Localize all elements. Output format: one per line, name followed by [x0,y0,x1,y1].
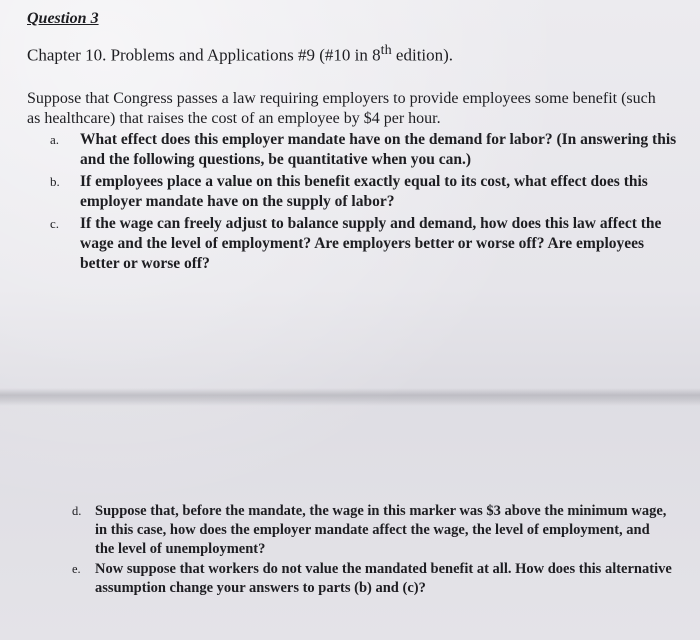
chapter-text: Chapter 10. Problems and Applications #9 (#10 in 8 [27,45,381,65]
question-parts-de [72,502,672,599]
question-part-d [72,502,672,559]
question-title: Question 3 [27,10,99,27]
chapter-superscript: th [380,42,392,58]
part-letter: a. [50,132,60,147]
page-fold-shadow [0,388,700,406]
chapter-text-end: edition). [391,45,454,65]
part-text: Now suppose that workers do not value the mandated benefit at all. How does this alternative assumption change your answers to parts (b) and (c)? [95,561,672,596]
question-part-e [72,560,672,598]
question-part-a [50,130,680,170]
part-text: Suppose that, before the mandate, the wage in this marker was $3 above the minimum wage, in this case, how does the employer mandate affect the wage, the level of employment, and the level of unemployment? [95,503,667,557]
chapter-reference [27,42,453,66]
problem-intro: Suppose that Congress passes a law requiring employers to provide employees some benefit (such as healthcare) that raises the cost of an employee by $4 per hour. [27,90,656,127]
part-letter: e. [72,562,81,576]
part-letter: c. [50,216,60,231]
question-part-b [50,172,680,212]
question-parts-abc [50,130,680,276]
part-text: If employees place a value on this benefit exactly equal to its cost, what effect does this employer mandate have on the supply of labor? [80,173,648,210]
question-part-c [50,214,680,274]
part-text: If the wage can freely adjust to balance supply and demand, how does this law affect the wage and the level of employment? Are employers better or worse off? Are employees better or worse off? [80,215,662,272]
part-text: What effect does this employer mandate have on the demand for labor? (In answering this and the following questions, be quantitative when you can.) [80,131,677,168]
part-letter: b. [50,174,60,189]
part-letter: d. [72,504,82,518]
